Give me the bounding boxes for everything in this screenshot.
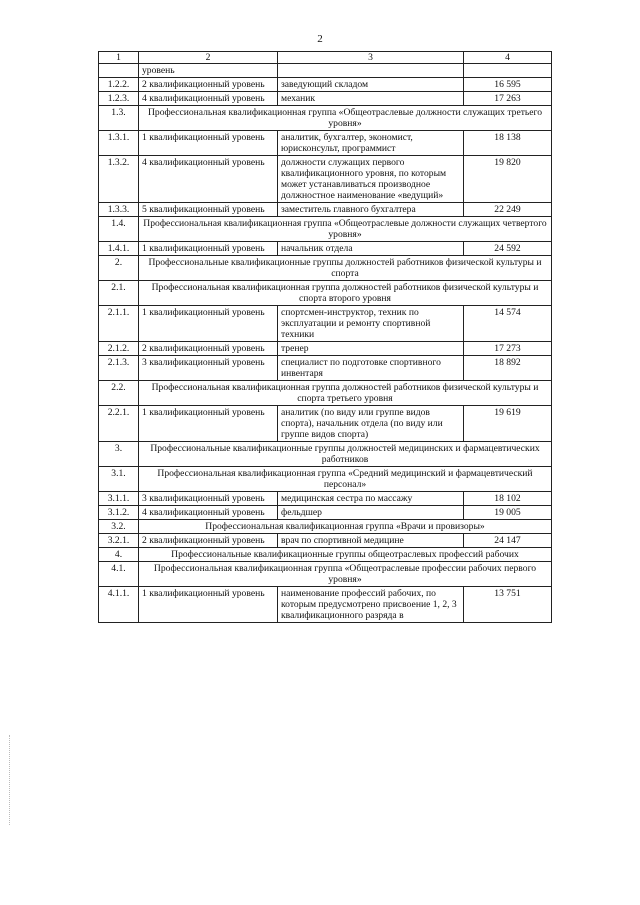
position-cell: спортсмен-инструктор, техник по эксплуатации и ремонту спортивной техники [278, 306, 464, 342]
row-number-cell [99, 64, 139, 78]
row-number-cell: 2.1.3. [99, 356, 139, 381]
qualification-level-cell: 1 квалификационный уровень [139, 242, 278, 256]
salary-cell: 14 574 [464, 306, 552, 342]
group-title-cell: Профессиональная квалификационная группа должностей работников физической культуры и спорта второго уровня [139, 281, 552, 306]
row-number-cell: 1.2.2. [99, 78, 139, 92]
position-cell: заместитель главного бухгалтера [278, 203, 464, 217]
salary-cell: 18 138 [464, 131, 552, 156]
salary-cell: 17 273 [464, 342, 552, 356]
position-cell: наименование профессий рабочих, по которым предусмотрено присвоение 1, 2, 3 квалификационного разряда в [278, 587, 464, 623]
qualification-level-cell: 1 квалификационный уровень [139, 587, 278, 623]
position-cell: заведующий складом [278, 78, 464, 92]
salary-cell: 24 147 [464, 534, 552, 548]
table-row [99, 356, 552, 381]
position-cell: начальник отдела [278, 242, 464, 256]
qualification-level-cell: 4 квалификационный уровень [139, 92, 278, 106]
table-row [99, 342, 552, 356]
salary-table [98, 51, 552, 623]
group-title-cell: Профессиональная квалификационная группа должностей работников физической культуры и спорта третьего уровня [139, 381, 552, 406]
position-cell: аналитик (по виду или группе видов спорта), начальник отдела (по виду или группе видов спорта) [278, 406, 464, 442]
group-title-cell: Профессиональные квалификационные группы должностей работников физической культуры и спорта [139, 256, 552, 281]
row-number-cell: 3.1.2. [99, 506, 139, 520]
table-row [99, 156, 552, 203]
position-cell: тренер [278, 342, 464, 356]
qualification-level-cell: уровень [139, 64, 278, 78]
qualification-level-cell: 1 квалификационный уровень [139, 406, 278, 442]
row-number-cell: 4.1.1. [99, 587, 139, 623]
group-row [99, 256, 552, 281]
scan-edge-marks [9, 735, 12, 825]
qualification-level-cell: 4 квалификационный уровень [139, 156, 278, 203]
header-cell-4: 4 [464, 52, 552, 64]
group-row [99, 548, 552, 562]
salary-cell: 24 592 [464, 242, 552, 256]
group-row [99, 217, 552, 242]
qualification-level-cell: 1 квалификационный уровень [139, 306, 278, 342]
qualification-level-cell: 2 квалификационный уровень [139, 78, 278, 92]
group-row [99, 520, 552, 534]
row-number-cell: 1.4. [99, 217, 139, 242]
table-row [99, 506, 552, 520]
row-number-cell: 3.2.1. [99, 534, 139, 548]
row-number-cell: 4.1. [99, 562, 139, 587]
salary-cell: 16 595 [464, 78, 552, 92]
salary-cell: 22 249 [464, 203, 552, 217]
qualification-level-cell: 3 квалификационный уровень [139, 356, 278, 381]
row-number-cell: 3. [99, 442, 139, 467]
group-row [99, 106, 552, 131]
group-title-cell: Профессиональная квалификационная группа «Средний медицинский и фармацевтический персонал» [139, 467, 552, 492]
qualification-level-cell: 4 квалификационный уровень [139, 506, 278, 520]
table-body [99, 52, 552, 623]
position-cell: механик [278, 92, 464, 106]
position-cell: аналитик, бухгалтер, экономист, юрисконсульт, программист [278, 131, 464, 156]
page-number: 2 [317, 33, 323, 45]
row-number-cell: 1.3.1. [99, 131, 139, 156]
row-number-cell: 1.3.3. [99, 203, 139, 217]
qualification-level-cell: 5 квалификационный уровень [139, 203, 278, 217]
position-cell [278, 64, 464, 78]
salary-cell: 19 619 [464, 406, 552, 442]
salary-cell: 18 892 [464, 356, 552, 381]
table-row [99, 534, 552, 548]
position-cell: фельдшер [278, 506, 464, 520]
table-row [99, 406, 552, 442]
salary-cell: 18 102 [464, 492, 552, 506]
position-cell: врач по спортивной медицине [278, 534, 464, 548]
group-title-cell: Профессиональная квалификационная группа «Общеотраслевые должности служащих третьего уровня» [139, 106, 552, 131]
header-cell-3: 3 [278, 52, 464, 64]
qualification-level-cell: 3 квалификационный уровень [139, 492, 278, 506]
position-cell: должности служащих первого квалификационного уровня, по которым может устанавливаться производное должностное наименование «ведущий» [278, 156, 464, 203]
table-row [99, 131, 552, 156]
qualification-level-cell: 2 квалификационный уровень [139, 534, 278, 548]
row-number-cell: 1.4.1. [99, 242, 139, 256]
row-number-cell: 3.2. [99, 520, 139, 534]
salary-cell [464, 64, 552, 78]
position-cell: медицинская сестра по массажу [278, 492, 464, 506]
salary-cell: 19 820 [464, 156, 552, 203]
row-number-cell: 3.1. [99, 467, 139, 492]
group-row [99, 281, 552, 306]
table-row [99, 306, 552, 342]
table-row [99, 78, 552, 92]
header-cell-2: 2 [139, 52, 278, 64]
header-cell-1: 1 [99, 52, 139, 64]
salary-cell: 13 751 [464, 587, 552, 623]
group-title-cell: Профессиональная квалификационная группа «Общеотраслевые профессии рабочих первого уровня» [139, 562, 552, 587]
row-number-cell: 1.3. [99, 106, 139, 131]
salary-cell: 19 005 [464, 506, 552, 520]
group-row [99, 467, 552, 492]
position-cell: специалист по подготовке спортивного инвентаря [278, 356, 464, 381]
table-header-row [99, 52, 552, 64]
row-number-cell: 4. [99, 548, 139, 562]
salary-cell: 17 263 [464, 92, 552, 106]
group-title-cell: Профессиональные квалификационные группы должностей медицинских и фармацевтических работников [139, 442, 552, 467]
table-row [99, 92, 552, 106]
table-row [99, 492, 552, 506]
table-row [99, 242, 552, 256]
row-number-cell: 1.3.2. [99, 156, 139, 203]
table-row [99, 203, 552, 217]
row-number-cell: 2.1.2. [99, 342, 139, 356]
row-number-cell: 3.1.1. [99, 492, 139, 506]
row-number-cell: 2.2. [99, 381, 139, 406]
group-row [99, 562, 552, 587]
table-row [99, 64, 552, 78]
row-number-cell: 2.2.1. [99, 406, 139, 442]
row-number-cell: 2.1.1. [99, 306, 139, 342]
group-title-cell: Профессиональная квалификационная группа «Врачи и провизоры» [139, 520, 552, 534]
qualification-level-cell: 2 квалификационный уровень [139, 342, 278, 356]
group-row [99, 442, 552, 467]
group-title-cell: Профессиональная квалификационная группа «Общеотраслевые должности служащих четвертого уровня» [139, 217, 552, 242]
table-row [99, 587, 552, 623]
qualification-level-cell: 1 квалификационный уровень [139, 131, 278, 156]
group-row [99, 381, 552, 406]
group-title-cell: Профессиональные квалификационные группы общеотраслевых профессий рабочих [139, 548, 552, 562]
row-number-cell: 2.1. [99, 281, 139, 306]
row-number-cell: 2. [99, 256, 139, 281]
row-number-cell: 1.2.3. [99, 92, 139, 106]
